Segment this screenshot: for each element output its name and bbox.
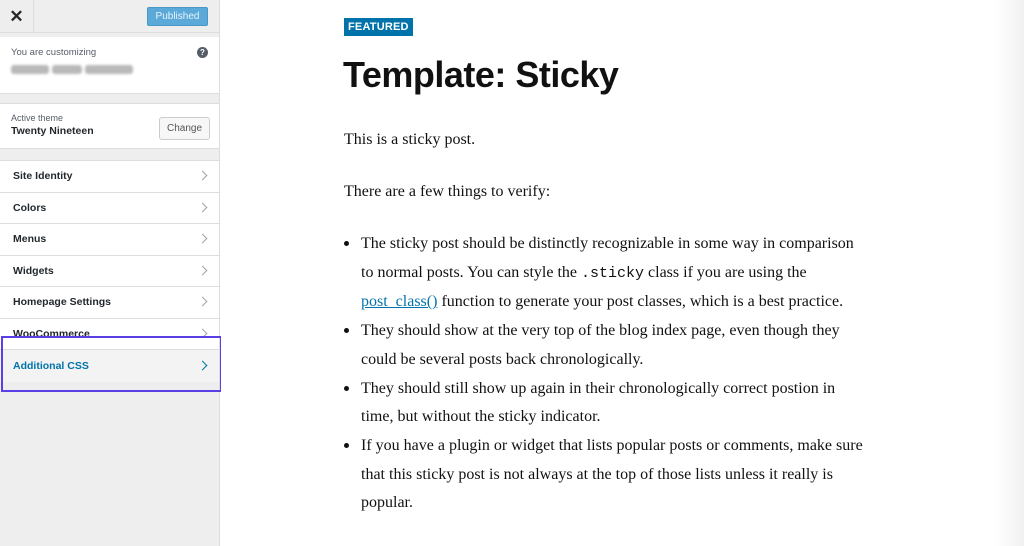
chevron-right-icon <box>198 171 208 181</box>
list-item <box>344 375 864 432</box>
blurred-site-name <box>11 65 133 75</box>
chevron-right-icon <box>198 328 208 338</box>
post-bullet-list <box>344 230 864 518</box>
bullet-icon <box>344 328 349 333</box>
menu-item-label: Menus <box>13 233 47 246</box>
list-item-text: function to generate your post classes, which is a best practice. <box>437 293 844 311</box>
featured-badge: FEATURED <box>344 18 413 36</box>
customizing-label: You are customizing <box>11 47 97 58</box>
list-item-text: They should show at the very top of the blog index page, even though they could be several posts back chronologically. <box>361 322 840 368</box>
post-class-link[interactable]: post_class() <box>361 293 438 311</box>
active-theme-name: Twenty Nineteen <box>11 125 94 137</box>
active-theme-label: Active theme <box>11 113 64 123</box>
menu-item-woocommerce[interactable] <box>0 319 219 351</box>
list-item <box>344 317 864 374</box>
chevron-right-icon <box>198 297 208 307</box>
preview-edge-shadow <box>994 0 1024 546</box>
menu-item-menus[interactable] <box>0 224 219 256</box>
menu-item-label: Homepage Settings <box>13 296 112 309</box>
menu-item-label: Colors <box>13 201 47 214</box>
menu-item-site-identity[interactable] <box>0 161 219 193</box>
publish-button[interactable]: Published <box>147 7 208 26</box>
bullet-icon <box>344 443 349 448</box>
menu-item-colors[interactable] <box>0 193 219 225</box>
chevron-right-icon <box>198 202 208 212</box>
menu-item-widgets[interactable] <box>0 256 219 288</box>
help-icon[interactable]: ? <box>197 47 208 58</box>
customizer-menu <box>0 160 219 382</box>
menu-item-label: Site Identity <box>13 170 73 183</box>
list-item <box>344 432 864 518</box>
menu-item-additional-css[interactable] <box>0 350 219 382</box>
site-preview <box>221 0 1024 546</box>
code-sticky: .sticky <box>581 264 645 282</box>
menu-item-label: Widgets <box>13 264 54 277</box>
customizer-sidebar <box>0 0 220 546</box>
post-paragraph: There are a few things to verify: <box>344 183 551 200</box>
active-theme-section <box>0 103 219 149</box>
list-item-text: class if you are using the <box>644 263 807 281</box>
chevron-right-icon <box>198 234 208 244</box>
menu-item-homepage-settings[interactable] <box>0 287 219 319</box>
menu-item-label: WooCommerce <box>13 327 90 340</box>
chevron-right-icon <box>198 361 208 371</box>
chevron-right-icon <box>198 265 208 275</box>
menu-item-label: Additional CSS <box>13 360 89 372</box>
post-paragraph: This is a sticky post. <box>344 131 476 148</box>
close-customizer-button[interactable] <box>0 0 34 33</box>
close-icon: ✕ <box>9 6 24 26</box>
change-theme-button[interactable]: Change <box>159 117 210 140</box>
bullet-icon <box>344 386 349 391</box>
customizing-info <box>0 37 219 94</box>
list-item-text: If you have a plugin or widget that lists popular posts or comments, make sure that this sticky post is not always at the top of those lists unless it really is popular. <box>361 436 863 512</box>
list-item-text: The sticky post should be distinctly recognizable in some way in comparison to normal posts. You can style the <box>361 235 854 281</box>
customizer-header <box>0 0 219 33</box>
list-item <box>344 230 864 317</box>
list-item-text: They should still show up again in their chronologically correct postion in time, but without the sticky indicator. <box>361 379 836 426</box>
bullet-icon <box>344 241 349 246</box>
post-title: Template: Sticky <box>343 54 619 95</box>
